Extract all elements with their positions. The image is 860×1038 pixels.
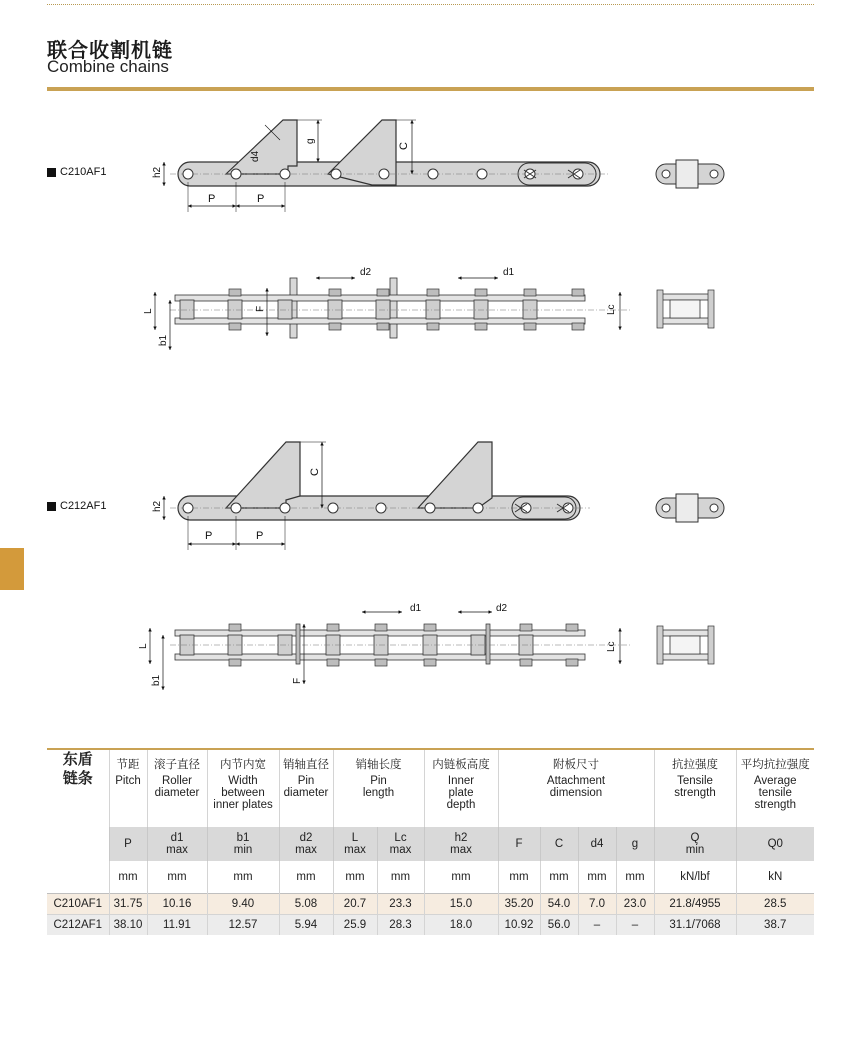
cell: 18.0 [424, 915, 498, 936]
sym-l: L max [333, 827, 377, 861]
unit-cell: mm [540, 861, 578, 894]
unit-cell: kN [736, 861, 814, 894]
dim-p1: P [208, 193, 216, 205]
cell: 31.1/7068 [654, 915, 736, 936]
unit-cell: mm [377, 861, 424, 894]
header-width: 内节内宽 Width between inner plates [207, 750, 279, 827]
table-row [47, 915, 814, 936]
cell: 7.0 [578, 894, 616, 915]
sym-g: g [616, 827, 654, 861]
spec-table [47, 748, 814, 935]
c210-top-view [143, 267, 630, 350]
dim-h2: h2 [152, 500, 163, 512]
dim-p2: P [257, 193, 265, 205]
brand-cell: 东盾 链条 [62, 750, 93, 787]
sym-q0: Q0 [736, 827, 814, 861]
dim-lc: Lc [606, 304, 617, 315]
dim-d2: d2 [496, 603, 508, 614]
header-row-names [47, 750, 814, 827]
cell: 10.92 [498, 915, 540, 936]
dim-g: g [305, 138, 316, 144]
cell: 5.08 [279, 894, 333, 915]
dim-f: F [292, 677, 303, 684]
cell: 23.3 [377, 894, 424, 915]
cell: 15.0 [424, 894, 498, 915]
header-plate-depth: 内链板高度 Inner plate depth [424, 750, 498, 827]
cell: 5.94 [279, 915, 333, 936]
page-title-en: Combine chains [47, 57, 169, 76]
unit-cell: mm [498, 861, 540, 894]
cell: 23.0 [616, 894, 654, 915]
dim-d2: d2 [360, 267, 372, 278]
header-avg-tensile: 平均抗拉强度 Average tensile strength [736, 750, 814, 827]
unit-cell: kN/lbf [654, 861, 736, 894]
header-tensile: 抗拉强度 Tensile strength [654, 750, 736, 827]
dim-p1: P [205, 530, 213, 542]
unit-cell: mm [109, 861, 147, 894]
dim-d1: d1 [503, 267, 515, 278]
dim-lc: Lc [606, 641, 617, 652]
dim-b1: b1 [158, 334, 169, 346]
sym-lc: Lc max [377, 827, 424, 861]
cell: 28.5 [736, 894, 814, 915]
unit-cell: mm [333, 861, 377, 894]
unit-cell: mm [424, 861, 498, 894]
cell: 31.75 [109, 894, 147, 915]
unit-cell: mm [207, 861, 279, 894]
cell: 38.10 [109, 915, 147, 936]
cell: 20.7 [333, 894, 377, 915]
dim-l: L [143, 308, 154, 314]
header-row-symbols [47, 827, 814, 861]
header-pin-diameter: 销轴直径 Pin diameter [279, 750, 333, 827]
page-title-cn: 联合收割机链 [47, 38, 173, 62]
cell: – [578, 915, 616, 936]
unit-cell: mm [279, 861, 333, 894]
header-attachment: 附板尺寸 Attachment dimension [498, 750, 654, 827]
cell: 12.57 [207, 915, 279, 936]
c212-top-end-view [657, 626, 714, 664]
c210-side-view [152, 120, 610, 212]
dim-c: C [309, 468, 321, 476]
cell: 54.0 [540, 894, 578, 915]
c212-end-view [656, 494, 724, 522]
unit-cell: mm [147, 861, 207, 894]
header-pitch: 节距 Pitch [109, 750, 147, 827]
dim-d1: d1 [410, 603, 422, 614]
cell: 10.16 [147, 894, 207, 915]
sym-q: Q min [654, 827, 736, 861]
drawing-label-text: C212AF1 [60, 500, 107, 512]
cell: 21.8/4955 [654, 894, 736, 915]
dim-b1: b1 [151, 674, 162, 686]
unit-cell: mm [616, 861, 654, 894]
cell: 11.91 [147, 915, 207, 936]
dim-d4: d4 [250, 150, 261, 162]
sym-b1: b1 min [207, 827, 279, 861]
sym-d4: d4 [578, 827, 616, 861]
cell: 56.0 [540, 915, 578, 936]
sym-d1: d1 max [147, 827, 207, 861]
cell: 9.40 [207, 894, 279, 915]
c212-top-view [138, 603, 630, 690]
cell: 25.9 [333, 915, 377, 936]
dim-h2: h2 [152, 166, 163, 178]
unit-cell: mm [578, 861, 616, 894]
row-model: C210AF1 [47, 894, 109, 915]
sym-c: C [540, 827, 578, 861]
c210-end-view [656, 160, 724, 188]
dim-f: F [255, 305, 266, 312]
cell: 38.7 [736, 915, 814, 936]
drawing-label-text: C210AF1 [60, 166, 107, 178]
sym-d2: d2 max [279, 827, 333, 861]
sym-p: P [109, 827, 147, 861]
dim-c: C [398, 142, 410, 150]
header-row-units [47, 861, 814, 894]
table-row [47, 894, 814, 915]
row-model: C212AF1 [47, 915, 109, 936]
sym-f: F [498, 827, 540, 861]
dim-l: L [138, 643, 149, 649]
c210-top-end-view [657, 290, 714, 328]
cell: 35.20 [498, 894, 540, 915]
c212-side-view [152, 442, 590, 550]
header-roller: 滚子直径 Roller diameter [147, 750, 207, 827]
sym-h2: h2 max [424, 827, 498, 861]
cell: – [616, 915, 654, 936]
cell: 28.3 [377, 915, 424, 936]
dim-p2: P [256, 530, 264, 542]
header-pin-length: 销轴长度 Pin length [333, 750, 424, 827]
